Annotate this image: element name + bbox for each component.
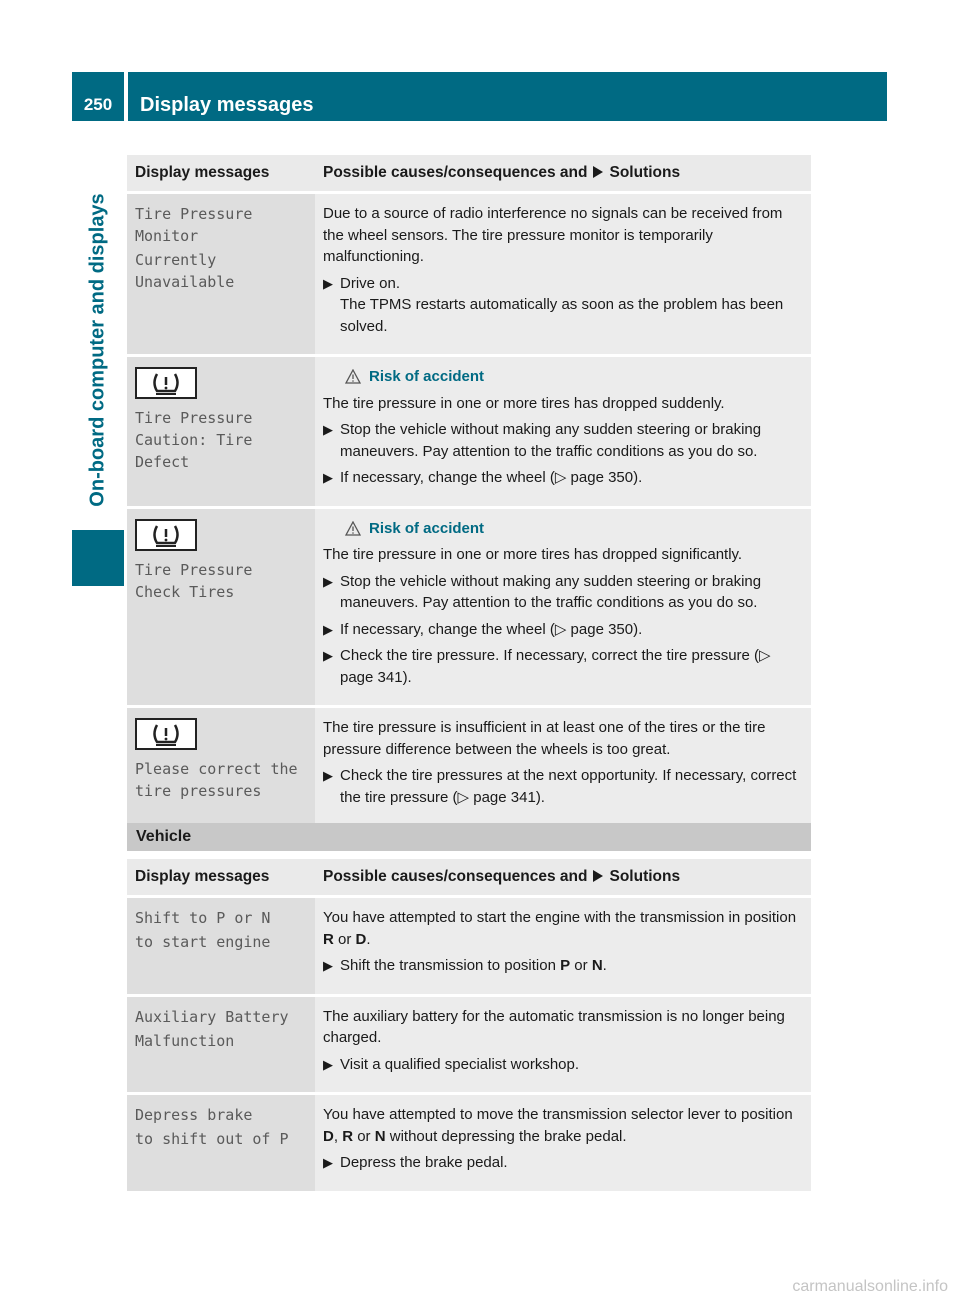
table-row: [127, 897, 811, 996]
solution-cell: You have attempted to start the engine with the transmission in position R or D. ▶ Shift the transmission to position P or N.: [315, 897, 811, 996]
step-item: ▶ Check the tire pressures at the next opportunity. If necessary, correct the tire pressure (▷ page 341).: [323, 767, 797, 806]
step-item: ▶ Depress the brake pedal.: [323, 1152, 803, 1174]
solution-cell: The auxiliary battery for the automatic transmission is no longer being charged. ▶ Visit a qualified specialist workshop.: [315, 995, 811, 1094]
watermark-text: carmanualsonline.info: [792, 1278, 948, 1295]
side-section-label: On-board computer and displays: [86, 193, 109, 507]
step-arrow-icon: ▶: [323, 422, 333, 437]
table-row: [127, 995, 811, 1094]
tpms-warning-icon: [135, 519, 197, 551]
solution-cell: Risk of accident The tire pressure in one or more tires has dropped significantly. ▶ Stop the vehicle without making any sudden steering or braking maneuvers. Pay attention to the traffic conditions as you do so. ▶ If necessary, change the wheel (▷ page 350). ▶ Check the tire pressure. If necessary, correct the tire pressure (▷ page 341).: [315, 507, 811, 707]
table-row: [127, 193, 811, 356]
section-heading-vehicle: Vehicle: [127, 823, 811, 851]
col-header-solutions: Possible causes/consequences and Solutions: [315, 859, 811, 897]
messages-table-tires: [127, 155, 811, 828]
solution-cell: You have attempted to move the transmission selector lever to position D, R or N without depressing the brake pedal. ▶ Depress the brake pedal.: [315, 1094, 811, 1193]
tpms-warning-icon: [135, 718, 197, 750]
step-arrow-icon: [593, 870, 603, 882]
solution-cell: Due to a source of radio interference no signals can be received from the wheel sensors. The tire pressure monitor is temporarily malfunctioning. ▶ Drive on. The TPMS restarts automatically as soon as the problem has been solved.: [315, 193, 811, 356]
step-item: ▶ Stop the vehicle without making any sudden steering or braking maneuvers. Pay attention to the traffic conditions as you do so.: [323, 572, 762, 611]
tpms-warning-icon: [135, 367, 197, 399]
step-arrow-icon: ▶: [323, 958, 333, 973]
message-cell: Please correct the tire pressures: [127, 707, 315, 827]
message-cell: Depress brake to shift out of P: [127, 1094, 315, 1193]
step-item: ▶ Visit a qualified specialist workshop.: [323, 1054, 803, 1076]
step-item: ▶ If necessary, change the wheel (▷ page 350).: [323, 619, 803, 641]
warning-triangle-icon: [345, 369, 361, 384]
step-arrow-icon: ▶: [323, 1056, 333, 1072]
page-title: Display messages: [140, 94, 314, 116]
message-cell: Shift to P or N to start engine: [127, 897, 315, 996]
step-arrow-icon: ▶: [323, 648, 333, 663]
col-header-messages: Display messages: [127, 859, 315, 897]
table-row: [127, 707, 811, 827]
side-tab-marker: [72, 530, 124, 586]
table-header-row: [127, 859, 811, 897]
table-row: [127, 1094, 811, 1193]
step-arrow-icon: ▶: [323, 470, 333, 485]
step-arrow-icon: ▶: [323, 621, 333, 637]
message-cell: Tire Pressure Monitor Currently Unavailable: [127, 193, 315, 356]
table-row: [127, 356, 811, 508]
message-cell: Auxiliary Battery Malfunction: [127, 995, 315, 1094]
step-arrow-icon: ▶: [323, 768, 333, 783]
step-item: ▶ Check the tire pressure. If necessary, correct the tire pressure (▷ page 341).: [323, 647, 771, 686]
message-cell: Tire Pressure Check Tires: [127, 507, 315, 707]
risk-label: Risk of accident: [323, 366, 803, 388]
message-cell: Tire Pressure Caution: Tire Defect: [127, 356, 315, 508]
step-item: ▶ If necessary, change the wheel (▷ page 350).: [323, 467, 803, 489]
header-separator: [124, 72, 128, 121]
step-arrow-icon: [593, 166, 603, 178]
page-number: 250: [83, 95, 113, 114]
col-header-messages: Display messages: [127, 155, 315, 193]
table-header-row: [127, 155, 811, 193]
step-item: ▶ Stop the vehicle without making any sudden steering or braking maneuvers. Pay attention to the traffic conditions as you do so.: [323, 421, 762, 460]
step-arrow-icon: ▶: [323, 275, 333, 291]
step-item: ▶ Shift the transmission to position P or N.: [323, 955, 803, 977]
step-arrow-icon: ▶: [323, 573, 333, 589]
solution-cell: Risk of accident The tire pressure in one or more tires has dropped suddenly. ▶ Stop the vehicle without making any sudden steering or braking maneuvers. Pay attention to the traffic conditions as you do so. ▶ If necessary, change the wheel (▷ page 350).: [315, 356, 811, 508]
solution-cell: The tire pressure is insufficient in at least one of the tires or the tire pressure difference between the wheels is too great. ▶ Check the tire pressures at the next opportunity. If necessary, correct the tire pressure (▷ page 341).: [315, 707, 811, 827]
step-item: ▶ Drive on. The TPMS restarts automatically as soon as the problem has been solved.: [323, 274, 784, 335]
messages-table-vehicle: [127, 859, 811, 1194]
risk-label: Risk of accident: [323, 518, 803, 540]
table-row: [127, 507, 811, 707]
warning-triangle-icon: [345, 521, 361, 536]
step-arrow-icon: ▶: [323, 1155, 333, 1170]
col-header-solutions: Possible causes/consequences and Solutions: [315, 155, 811, 193]
